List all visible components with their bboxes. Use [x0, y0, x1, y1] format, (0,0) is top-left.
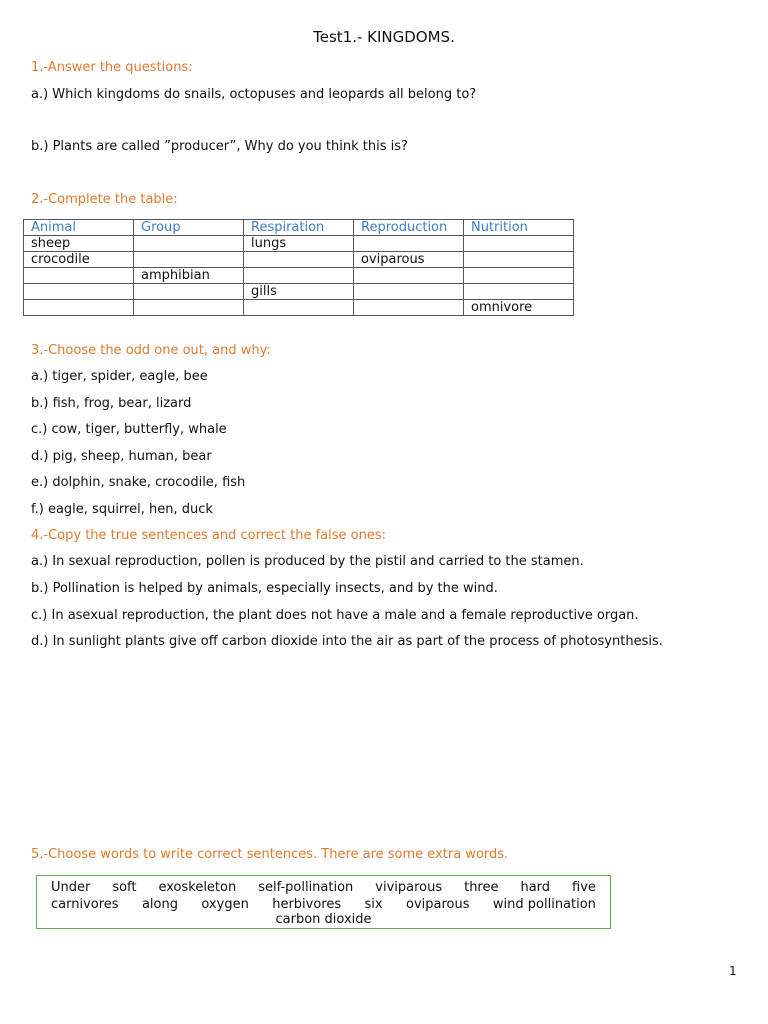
- table-cell: [134, 284, 244, 300]
- word-bank: [36, 875, 611, 929]
- word-item: carnivores: [51, 897, 119, 912]
- table-cell: amphibian: [134, 268, 244, 284]
- section2-heading: 2.-Complete the table:: [31, 192, 178, 207]
- word-item: oxygen: [201, 897, 249, 912]
- table-cell: [464, 268, 574, 284]
- table-row: [24, 300, 574, 316]
- table-cell: sheep: [24, 236, 134, 252]
- word-item: wind pollination: [492, 897, 596, 912]
- question-b: b.) Plants are called ”producer”, Why do you think this is?: [31, 139, 408, 154]
- true-false-a: a.) In sexual reproduction, pollen is produced by the pistil and carried to the stamen.: [31, 554, 584, 569]
- question-a: a.) Which kingdoms do snails, octopuses and leopards all belong to?: [31, 87, 477, 102]
- table-cell: [134, 300, 244, 316]
- section4-heading: 4.-Copy the true sentences and correct the false ones:: [31, 528, 386, 543]
- odd-one-out-d: d.) pig, sheep, human, bear: [31, 449, 212, 464]
- section1-heading: 1.-Answer the questions:: [31, 60, 193, 75]
- table-cell: [354, 300, 464, 316]
- word-item: soft: [112, 880, 137, 895]
- table-header-row: [24, 220, 574, 236]
- page-title: Test1.- KINGDOMS.: [313, 28, 455, 46]
- table-row: [24, 284, 574, 300]
- word-item: along: [141, 897, 178, 912]
- table-cell: gills: [244, 284, 354, 300]
- word-item: oviparous: [406, 897, 470, 912]
- table-cell: [24, 268, 134, 284]
- word-item: exoskeleton: [158, 880, 237, 895]
- table-row: [24, 252, 574, 268]
- odd-one-out-f: f.) eagle, squirrel, hen, duck: [31, 502, 213, 517]
- table-cell: [464, 236, 574, 252]
- table-cell: [354, 236, 464, 252]
- table-cell: [134, 252, 244, 268]
- table-row: [24, 268, 574, 284]
- table-row: [24, 236, 574, 252]
- word-bank-last-row: carbon dioxide: [275, 912, 372, 927]
- table-cell: [464, 284, 574, 300]
- word-item: six: [364, 897, 383, 912]
- word-bank-row: [37, 879, 610, 896]
- col-header-nutrition: Nutrition: [464, 220, 574, 236]
- table-cell: [24, 300, 134, 316]
- word-bank-row: [37, 896, 610, 913]
- table-cell: crocodile: [24, 252, 134, 268]
- section5-heading: 5.-Choose words to write correct sentences. There are some extra words.: [31, 847, 509, 862]
- odd-one-out-e: e.) dolphin, snake, crocodile, fish: [31, 475, 246, 490]
- odd-one-out-c: c.) cow, tiger, butterfly, whale: [31, 422, 227, 437]
- table-cell: [134, 236, 244, 252]
- col-header-animal: Animal: [24, 220, 134, 236]
- table-cell: [24, 284, 134, 300]
- col-header-group: Group: [134, 220, 244, 236]
- odd-one-out-b: b.) fish, frog, bear, lizard: [31, 396, 192, 411]
- table-cell: [354, 284, 464, 300]
- true-false-b: b.) Pollination is helped by animals, especially insects, and by the wind.: [31, 581, 498, 596]
- page-number: 1: [729, 964, 737, 978]
- table-cell: [354, 268, 464, 284]
- odd-one-out-a: a.) tiger, spider, eagle, bee: [31, 369, 208, 384]
- col-header-reproduction: Reproduction: [354, 220, 464, 236]
- table-cell: [244, 252, 354, 268]
- table-cell: [464, 252, 574, 268]
- word-item: Under: [51, 880, 91, 895]
- table-cell: oviparous: [354, 252, 464, 268]
- word-item: viviparous: [375, 880, 443, 895]
- table-cell: [244, 268, 354, 284]
- col-header-respiration: Respiration: [244, 220, 354, 236]
- table-cell: omnivore: [464, 300, 574, 316]
- section3-heading: 3.-Choose the odd one out, and why:: [31, 343, 271, 358]
- table-cell: [244, 300, 354, 316]
- animal-table: [23, 219, 574, 316]
- word-item: herbivores: [272, 897, 342, 912]
- true-false-d: d.) In sunlight plants give off carbon dioxide into the air as part of the process of photosynthesis.: [31, 634, 663, 649]
- true-false-c: c.) In asexual reproduction, the plant does not have a male and a female reproductive organ.: [31, 608, 639, 623]
- word-item: five: [572, 880, 596, 895]
- table-cell: lungs: [244, 236, 354, 252]
- word-item: hard: [520, 880, 551, 895]
- word-item: three: [464, 880, 499, 895]
- word-item: self-pollination: [258, 880, 354, 895]
